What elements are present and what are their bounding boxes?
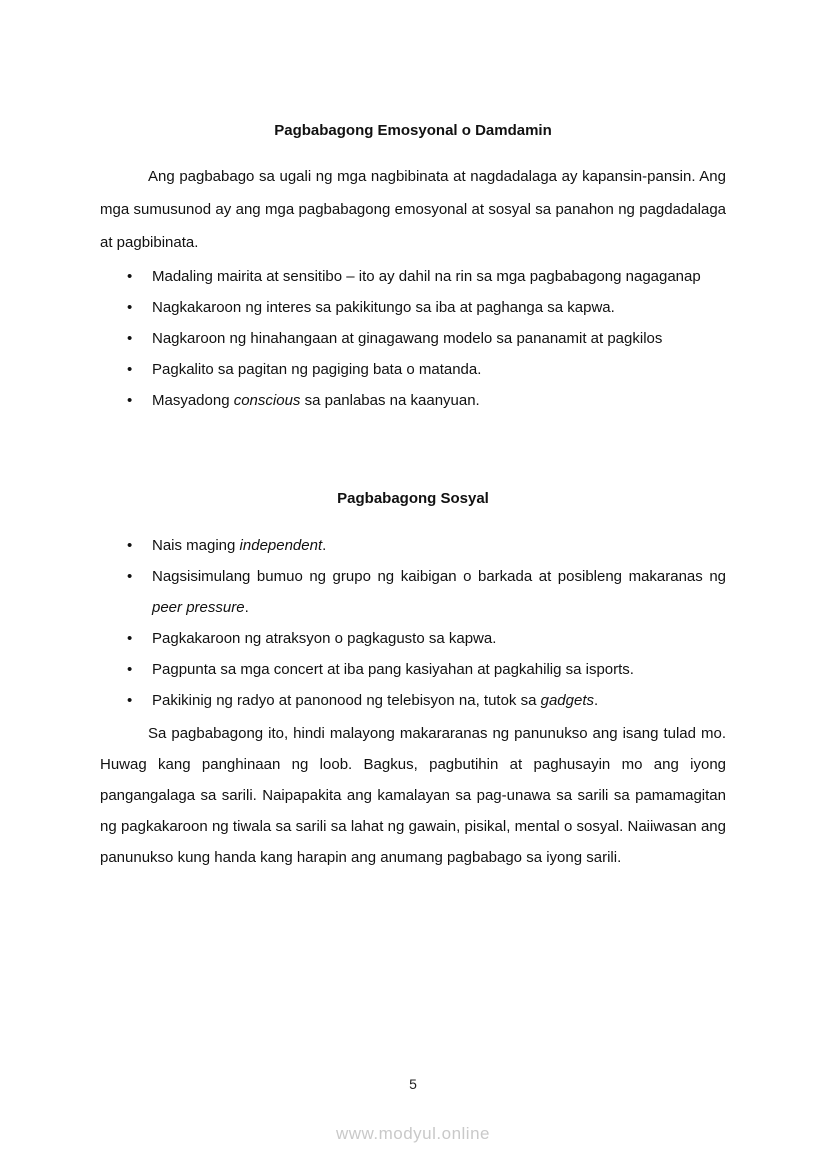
list-item <box>152 530 726 561</box>
list-item <box>152 685 726 716</box>
list-item <box>152 561 726 623</box>
section-heading-sosyal: Pagbabagong Sosyal <box>337 490 489 507</box>
text-run: Pakikinig ng radyo at panonood ng telebisyon na, tutok sa <box>152 692 541 709</box>
list-item <box>152 323 726 354</box>
list-item <box>152 385 726 416</box>
text-run: Pagkalito sa pagitan ng pagiging bata o matanda. <box>152 361 482 378</box>
text-run: Pagkakaroon ng atraksyon o pagkagusto sa kapwa. <box>152 630 497 647</box>
text-run: Nagkakaroon ng interes sa pakikitungo sa iba at paghanga sa kapwa. <box>152 299 615 316</box>
text-run: Masyadong <box>152 392 234 409</box>
document-content <box>100 0 726 873</box>
intro-paragraph: Ang pagbabago sa ugali ng mga nagbibinata at nagdadalaga ay kapansin-pansin. Ang mga sumusunod ay ang mga pagbabagong emosyonal at sosyal sa panahon ng pagdadalaga at pagbibinata. <box>100 168 726 251</box>
text-run: Nagsisimulang bumuo ng grupo ng kaibigan o barkada at posibleng makaranas ng <box>152 568 726 585</box>
text-run: sa panlabas na kaanyuan. <box>300 392 480 409</box>
text-run: . <box>322 537 327 554</box>
list-item <box>152 354 726 385</box>
list-item <box>152 654 726 685</box>
list-item <box>152 292 726 323</box>
list-item <box>152 623 726 654</box>
list-item <box>152 261 726 292</box>
watermark-url: www.modyul.online <box>335 1124 490 1143</box>
sosyal-bullet-list <box>100 530 726 716</box>
italic-text-run: conscious <box>233 392 301 409</box>
closing-paragraph: Sa pagbabagong ito, hindi malayong makararanas ng panunukso ang isang tulad mo. Huwag kang panghinaan ng loob. Bagkus, pagbutihin at paghusayin mo ang iyong pangangalaga sa sarili. Naipapakita ang kamalayan sa pag-unawa sa sarili sa pamamagitan ng pagkakaroon ng tiwala sa sarili sa lahat ng gawain, pisikal, mental o sosyal. Naiiwasan ang panunukso kung handa kang harapin ang anumang pagbabago sa iyong sarili. <box>100 725 726 866</box>
emosyonal-bullet-list <box>100 261 726 416</box>
italic-text-run: peer pressure <box>152 599 245 616</box>
italic-text-run: independent <box>239 537 323 554</box>
page-number: 5 <box>409 1076 417 1092</box>
text-run: Madaling mairita at sensitibo – ito ay dahil na rin sa mga pagbabagong nagaganap <box>152 268 701 285</box>
section-heading-emosyonal: Pagbabagong Emosyonal o Damdamin <box>274 122 552 139</box>
italic-text-run: gadgets <box>540 692 594 709</box>
text-run: . <box>244 599 249 616</box>
text-run: Pagpunta sa mga concert at iba pang kasiyahan at pagkahilig sa isports. <box>152 661 634 678</box>
text-run: . <box>594 692 599 709</box>
text-run: Nagkaroon ng hinahangaan at ginagawang modelo sa pananamit at pagkilos <box>152 330 663 347</box>
text-run: Nais maging <box>152 537 240 554</box>
